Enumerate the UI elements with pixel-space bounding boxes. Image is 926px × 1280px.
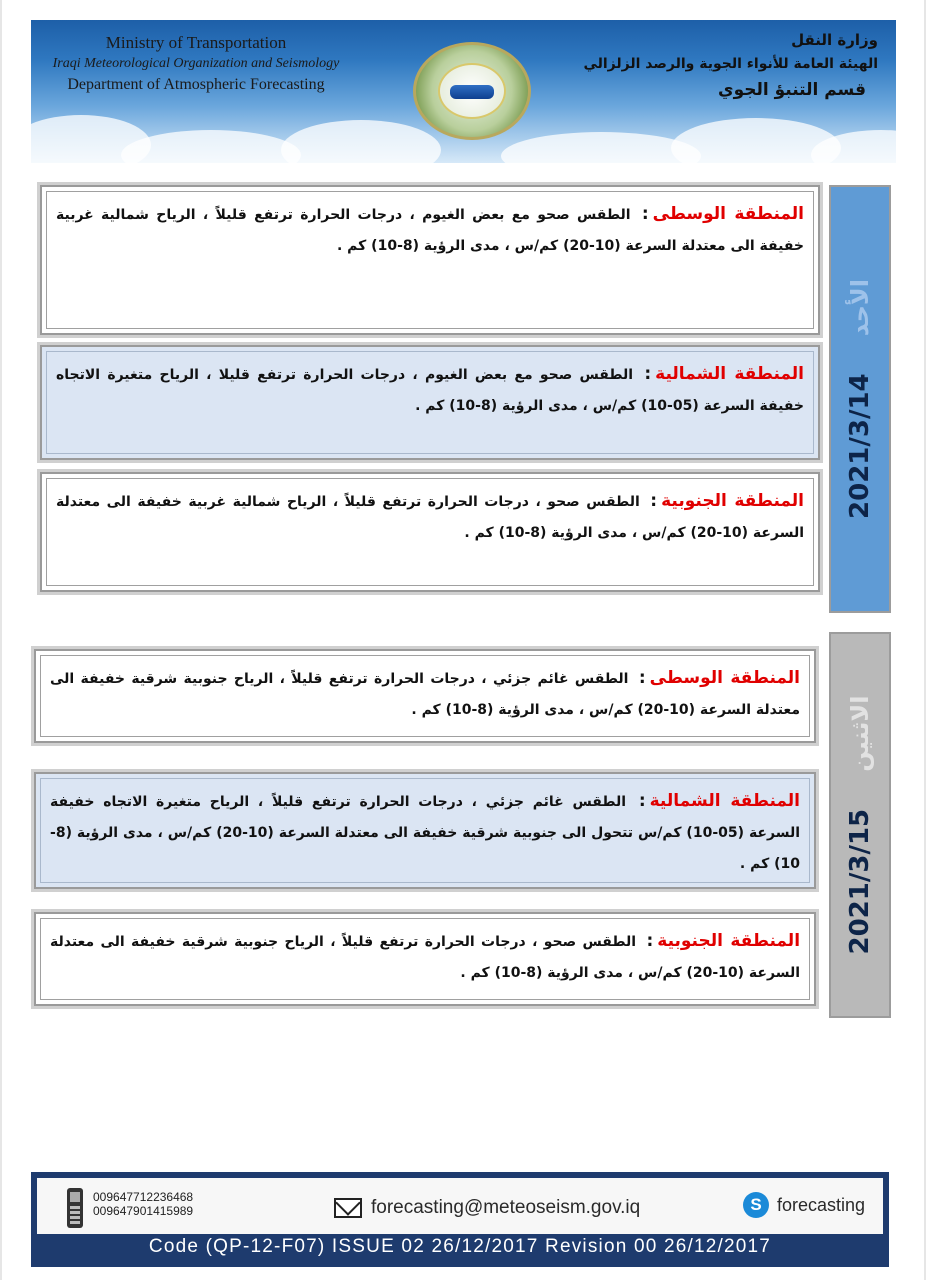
day-name: الاثنين [846, 695, 874, 772]
skype-handle[interactable]: forecasting [777, 1195, 866, 1215]
day-label-1 [845, 279, 875, 519]
region-title: المنطقة الشمالية [649, 791, 800, 811]
forecast-text: المنطقة الوسطى: الطقس صحو مع بعض الغيوم ، درجات الحرارة ترتفع قليلاً ، الرياح شمالية غربية خفيفة الى معتدلة السرعة (10-20) كم/س ، مدى الرؤية (8-10) كم . [56, 204, 805, 254]
forecast-card-day2-north [34, 772, 816, 889]
forecast-body: الطقس غائم جزئي ، درجات الحرارة ترتفع قليلاً ، الرياح متغيرة الاتجاه خفيفة السرعة (05-10) كم/س تتحول الى جنوبية شرقية خفيفة الى معتدلة السرعة (10-20) كم/س ، مدى الرؤية (8-10) كم . [50, 794, 801, 872]
forecast-card-day2-south [34, 912, 816, 1006]
skype-icon: S [743, 1192, 769, 1218]
phone-number-1: 009647712236468 [93, 1190, 194, 1204]
organization-name-en: Iraqi Meteorological Organization and Seismology [52, 56, 340, 71]
forecast-body: الطقس صحو ، درجات الحرارة ترتفع قليلاً ، الرياح جنوبية شرقية خفيفة الى معتدلة السرعة (10-20) كم/س ، مدى الرؤية (8-10) كم . [50, 934, 800, 981]
forecast-card-day2-central [34, 649, 816, 743]
ministry-name-en: Ministry of Transportation [105, 33, 287, 52]
day-date: 2021/3/14 [845, 373, 875, 519]
forecast-card-day1-central [40, 185, 820, 335]
forecast-body: الطقس صحو مع بعض الغيوم ، درجات الحرارة ترتفع قليلاً ، الرياح شمالية غربية خفيفة الى معتدلة السرعة (10-20) كم/س ، مدى الرؤية (8-10) كم . [56, 207, 804, 254]
document-code: Code (QP-12-F07) ISSUE 02 26/12/2017 Revision 00 26/12/2017 [148, 1236, 772, 1257]
forecast-body: الطقس صحو ، درجات الحرارة ترتفع قليلاً ، الرياح شمالية غربية خفيفة الى معتدلة السرعة (10-20) كم/س ، مدى الرؤية (8-10) كم . [56, 494, 804, 541]
region-title: المنطقة الشمالية [655, 364, 804, 384]
cloud-decoration [121, 130, 301, 163]
ministry-name-ar: وزارة النقل [791, 31, 878, 49]
region-title: المنطقة الوسطى [652, 204, 805, 224]
contact-band [37, 1178, 883, 1234]
wave-icon [450, 85, 494, 99]
forecast-text: المنطقة الوسطى: الطقس غائم جزئي ، درجات الحرارة ترتفع قليلاً ، الرياح جنوبية شرقية خفيفة الى معتدلة السرعة (10-20) كم/س ، مدى الرؤية (8-10) كم . [50, 668, 801, 718]
header-english [51, 32, 341, 96]
department-name-ar: قسم التنبؤ الجوي [718, 80, 866, 100]
day-date: 2021/3/15 [845, 808, 875, 955]
phone-icon [67, 1188, 83, 1228]
forecast-body: الطقس غائم جزئي ، درجات الحرارة ترتفع قليلاً ، الرياح جنوبية شرقية خفيفة الى معتدلة السرعة (10-20) كم/س ، مدى الرؤية (8-10) كم . [50, 671, 800, 718]
email-link[interactable]: forecasting@meteoseism.gov.iq [371, 1197, 641, 1218]
region-title: المنطقة الوسطى [649, 668, 801, 688]
organization-name-ar: الهيئة العامة للأنواء الجوية والرصد الزلزالي [583, 56, 878, 72]
region-title: المنطقة الجنوبية [661, 491, 804, 511]
forecast-card-day1-south [40, 472, 820, 592]
region-title: المنطقة الجنوبية [657, 931, 801, 951]
day-tab-1 [829, 185, 891, 613]
forecast-body: الطقس صحو مع بعض الغيوم ، درجات الحرارة ترتفع قليلا ، الرياح متغيرة الاتجاه خفيفة السرعة (05-10) كم/س ، مدى الرؤية (8-10) كم . [56, 367, 804, 414]
forecast-text: المنطقة الشمالية: الطقس غائم جزئي ، درجات الحرارة ترتفع قليلاً ، الرياح متغيرة الاتجاه خفيفة السرعة (05-10) كم/س تتحول الى جنوبية شرقية خفيفة الى معتدلة السرعة (10-20) كم/س ، مدى الرؤية (8-10) كم . [50, 791, 801, 872]
phone-number-2: 009647901415989 [93, 1204, 194, 1218]
day-label-2 [845, 695, 875, 954]
footer [31, 1172, 889, 1267]
mail-icon [334, 1198, 362, 1218]
organization-seal-logo [413, 42, 531, 140]
department-name-en: Department of Atmospheric Forecasting [67, 76, 325, 93]
forecast-text: المنطقة الجنوبية: الطقس صحو ، درجات الحرارة ترتفع قليلاً ، الرياح شمالية غربية خفيفة الى معتدلة السرعة (10-20) كم/س ، مدى الرؤية (8-10) كم . [56, 491, 804, 541]
seal-center [438, 63, 506, 119]
header-banner [31, 20, 896, 163]
cloud-decoration [281, 120, 441, 163]
header-arabic [558, 28, 878, 104]
forecast-text: المنطقة الجنوبية: الطقس صحو ، درجات الحرارة ترتفع قليلاً ، الرياح جنوبية شرقية خفيفة الى معتدلة السرعة (10-20) كم/س ، مدى الرؤية (8-10) كم . [50, 931, 801, 981]
day-tab-2 [829, 632, 891, 1018]
phone-numbers [93, 1190, 193, 1218]
forecast-card-day1-north [40, 345, 820, 460]
day-name: الأحد [846, 279, 874, 337]
forecast-text: المنطقة الشمالية: الطقس صحو مع بعض الغيوم ، درجات الحرارة ترتفع قليلا ، الرياح متغيرة الاتجاه خفيفة السرعة (05-10) كم/س ، مدى الرؤية (8-10) كم . [56, 364, 804, 414]
